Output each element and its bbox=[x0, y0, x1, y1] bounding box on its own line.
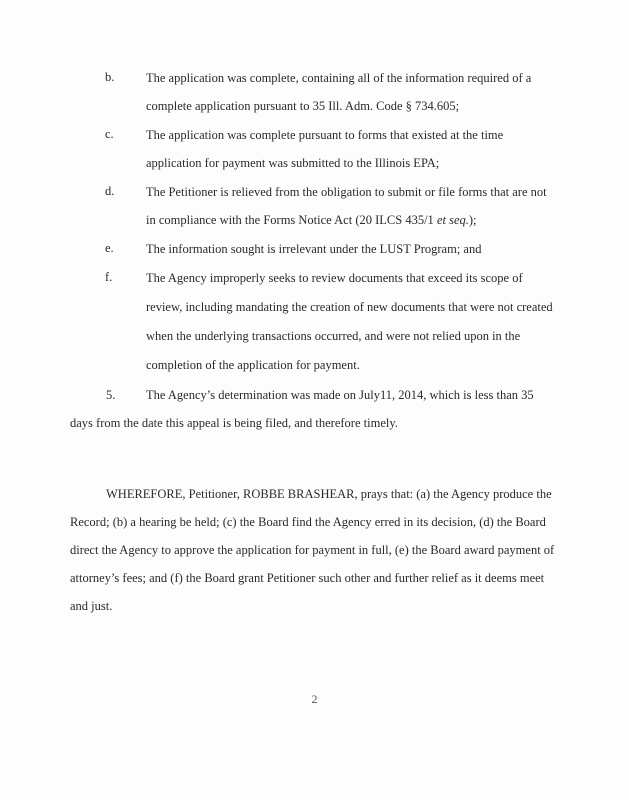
list-item-text-line: review, including mandating the creation of new documents that were not created bbox=[146, 300, 553, 314]
list-item-text-line-citation bbox=[146, 212, 477, 228]
wherefore-text-line: and just. bbox=[70, 599, 113, 613]
list-item-text-line: completion of the application for payment. bbox=[146, 358, 360, 372]
list-item-text-line: The application was complete, containing all of the information required of a bbox=[146, 71, 532, 85]
citation-prefix: in compliance with the Forms Notice Act (20 ILCS 435/1 bbox=[146, 213, 437, 227]
wherefore-text-line: attorney’s fees; and (f) the Board grant Petitioner such other and further relief as it deems meet bbox=[70, 571, 545, 585]
list-item-text-line: when the underlying transactions occurred, and were not relied upon in the bbox=[146, 329, 521, 343]
wherefore-text-line: direct the Agency to approve the application for payment in full, (e) the Board award payment of bbox=[70, 543, 555, 557]
list-item-text-line: The Petitioner is relieved from the obligation to submit or file forms that are not bbox=[146, 185, 547, 199]
page-number: 2 bbox=[311, 692, 318, 706]
list-item-letter: f. bbox=[105, 270, 113, 284]
list-item-text-line: The application was complete pursuant to forms that existed at the time bbox=[146, 128, 504, 142]
list-item-letter: c. bbox=[105, 127, 114, 141]
wherefore-text-line: Record; (b) a hearing be held; (c) the Board find the Agency erred in its decision, (d) the Board bbox=[70, 515, 546, 529]
list-item-letter: e. bbox=[105, 241, 114, 255]
list-item-letter: b. bbox=[105, 70, 115, 84]
list-item-text-line: application for payment was submitted to the Illinois EPA; bbox=[146, 156, 440, 170]
paragraph-text-line: The Agency’s determination was made on July11, 2014, which is less than 35 bbox=[146, 388, 534, 402]
list-item-text-line: The Agency improperly seeks to review documents that exceed its scope of bbox=[146, 271, 523, 285]
list-item-text-line: The information sought is irrelevant under the LUST Program; and bbox=[146, 242, 482, 256]
list-item-letter: d. bbox=[105, 184, 115, 198]
list-item-text-line: complete application pursuant to 35 Ill. Adm. Code § 734.605; bbox=[146, 99, 460, 113]
wherefore-text-line: WHEREFORE, Petitioner, ROBBE BRASHEAR, prays that: (a) the Agency produce the bbox=[106, 487, 552, 501]
paragraph-text-line: days from the date this appeal is being filed, and therefore timely. bbox=[70, 416, 398, 430]
citation-suffix: ); bbox=[468, 213, 477, 227]
citation-italic: et seq. bbox=[436, 213, 469, 227]
paragraph-number: 5. bbox=[106, 388, 116, 402]
